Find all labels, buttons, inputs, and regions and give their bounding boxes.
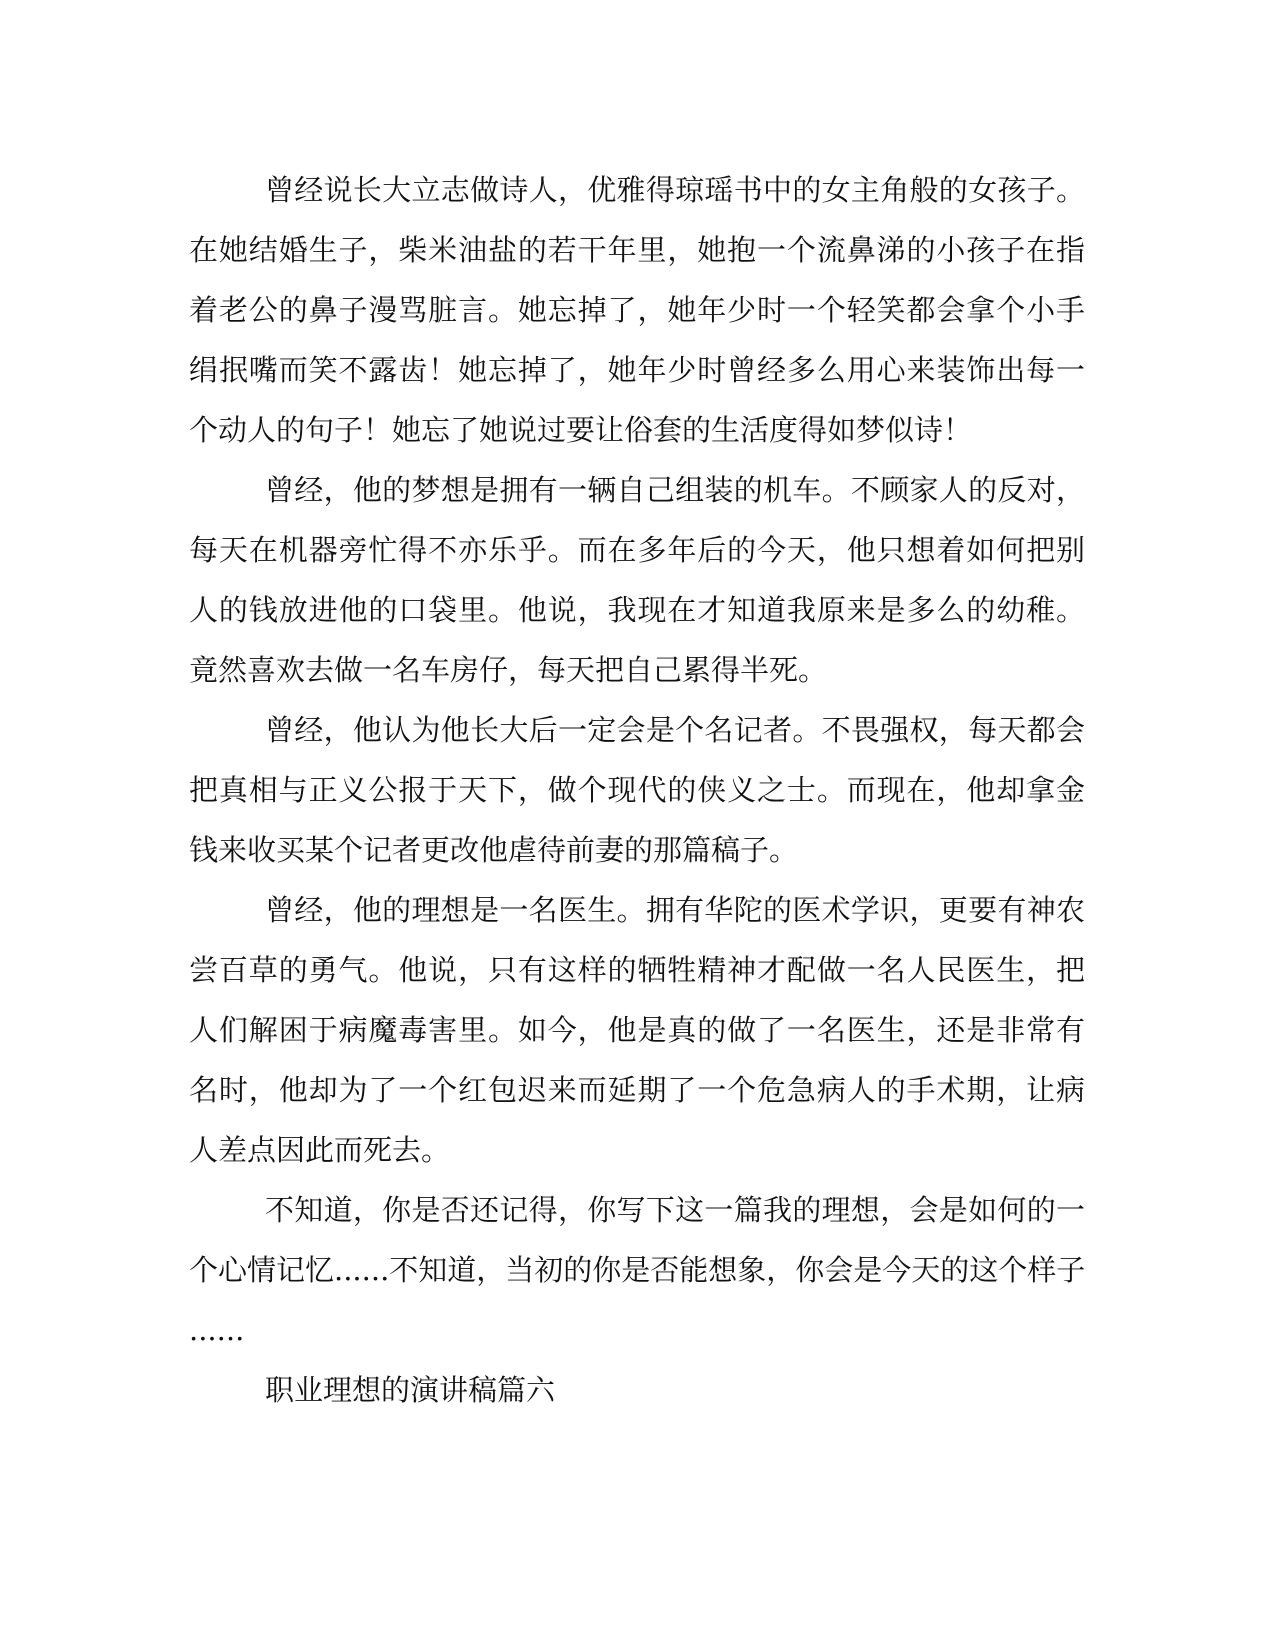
paragraph-1-line-4: 绢抿嘴而笑不露齿！她忘掉了，她年少时曾经多么用心来装饰出每一: [189, 353, 1085, 387]
paragraph-1-line-3: 着老公的鼻子漫骂脏言。她忘掉了，她年少时一个轻笑都会拿个小手: [189, 293, 1085, 327]
paragraph-2-line-3: 人的钱放进他的口袋里。他说，我现在才知道我原来是多么的幼稚。: [189, 593, 1085, 627]
paragraph-5-line-2: 个心情记忆......不知道，当初的你是否能想象，你会是今天的这个样子: [189, 1253, 1085, 1287]
paragraph-4-line-1: 曾经，他的理想是一名医生。拥有华陀的医术学识，更要有神农: [265, 893, 1085, 927]
paragraph-2-line-4: 竟然喜欢去做一名车房仔，每天把自己累得半死。: [189, 653, 828, 687]
paragraph-3-line-1: 曾经，他认为他长大后一定会是个名记者。不畏强权，每天都会: [265, 713, 1085, 747]
paragraph-3-line-3: 钱来收买某个记者更改他虐待前妻的那篇稿子。: [189, 833, 799, 867]
paragraph-4-line-3: 人们解困于病魔毒害里。如今，他是真的做了一名医生，还是非常有: [189, 1013, 1085, 1047]
section-heading: 职业理想的演讲稿篇六: [265, 1373, 556, 1407]
paragraph-5-line-3: ......: [189, 1313, 245, 1347]
paragraph-2-line-2: 每天在机器旁忙得不亦乐乎。而在多年后的今天，他只想着如何把别: [189, 533, 1085, 567]
paragraph-4-line-4: 名时，他却为了一个红包迟来而延期了一个危急病人的手术期，让病: [189, 1073, 1085, 1107]
paragraph-4-line-5: 人差点因此而死去。: [189, 1133, 451, 1167]
paragraph-5-line-1: 不知道，你是否还记得，你写下这一篇我的理想，会是如何的一: [265, 1193, 1085, 1227]
paragraph-1-line-1: 曾经说长大立志做诗人，优雅得琼瑶书中的女主角般的女孩子。: [265, 173, 1085, 207]
paragraph-3-line-2: 把真相与正义公报于天下，做个现代的侠义之士。而现在，他却拿金: [189, 773, 1085, 807]
paragraph-1-line-5: 个动人的句子！她忘了她说过要让俗套的生活度得如梦似诗！: [189, 413, 973, 447]
paragraph-2-line-1: 曾经，他的梦想是拥有一辆自己组装的机车。不顾家人的反对，: [265, 473, 1085, 507]
document-body: [189, 160, 1085, 1420]
paragraph-1-line-2: 在她结婚生子，柴米油盐的若干年里，她抱一个流鼻涕的小孩子在指: [189, 233, 1085, 267]
paragraph-4-line-2: 尝百草的勇气。他说，只有这样的牺牲精神才配做一名人民医生，把: [189, 953, 1085, 987]
